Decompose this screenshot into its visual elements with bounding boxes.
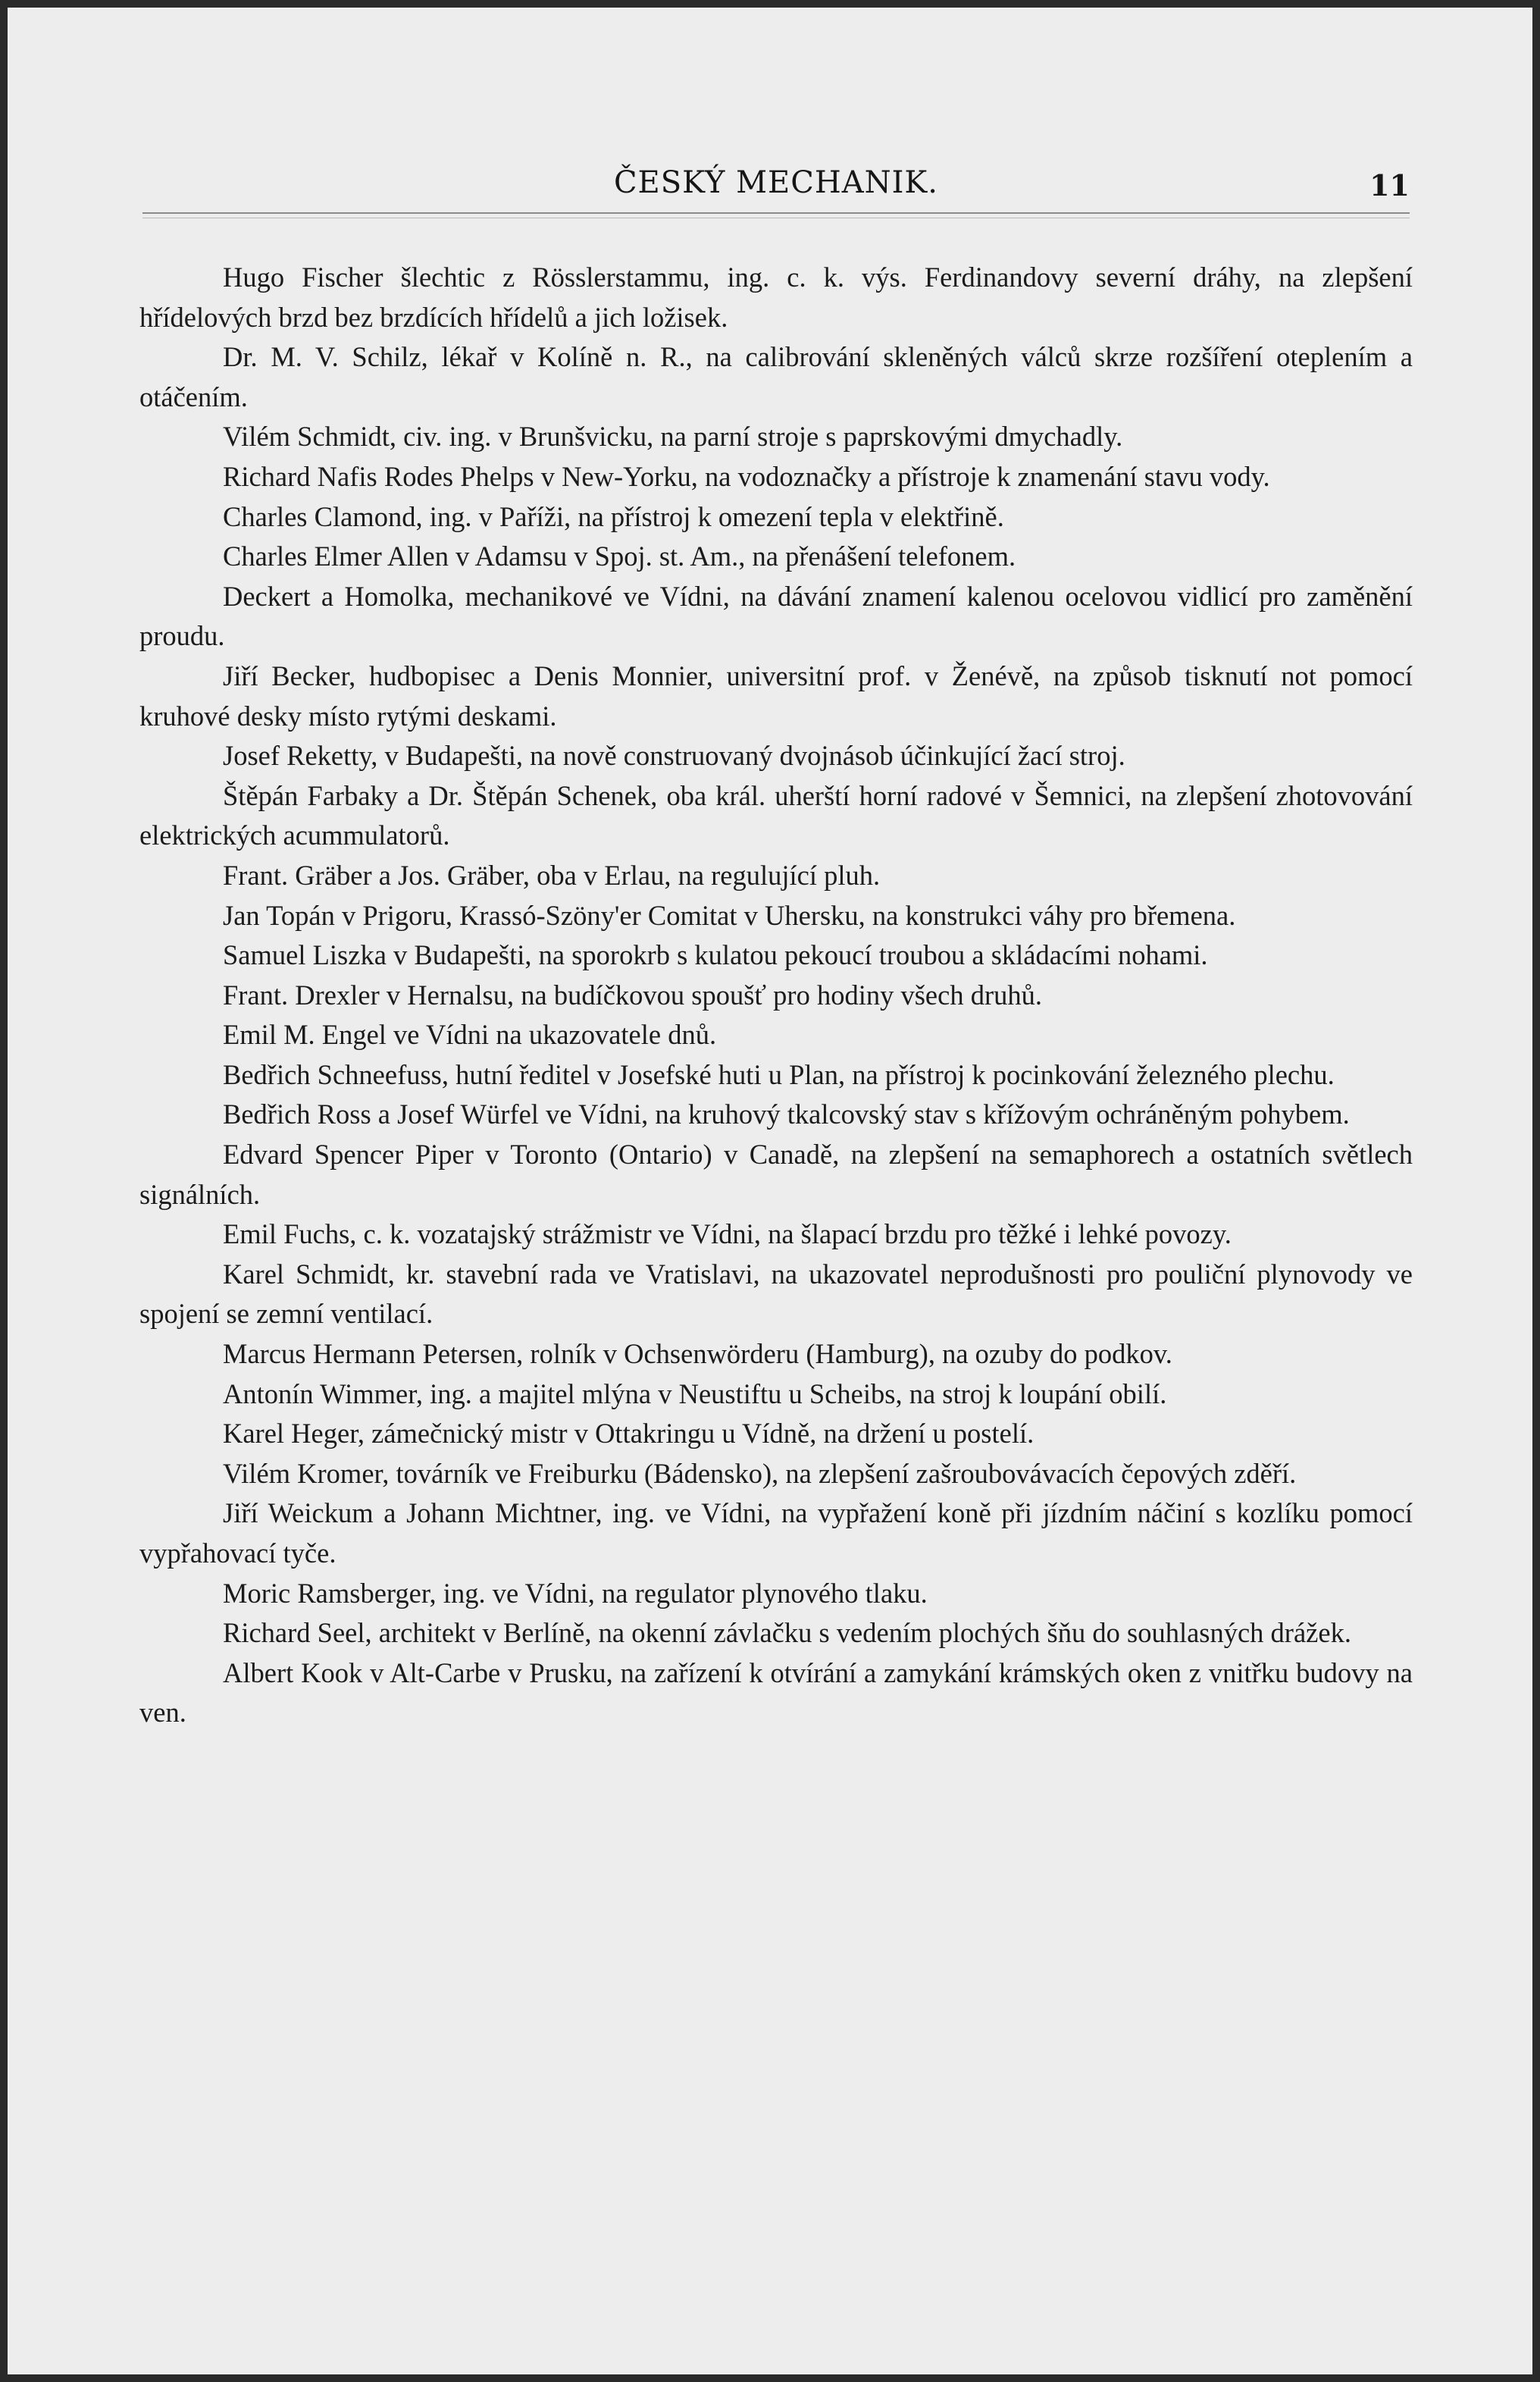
patent-entry: Karel Schmidt, kr. stavební rada ve Vratislavi, na ukazovatel neprodušnosti pro pouliční plynovody ve spojení se zemní ventilací.	[139, 1258, 1413, 1330]
patent-list	[139, 258, 1413, 1733]
page-header	[142, 165, 1410, 211]
patent-entry: Hugo Fischer šlechtic z Rösslerstammu, ing. c. k. výs. Ferdinandovy severní dráhy, na zlepšení hřídelových brzd bez brzdících hřídelů a jich ložisek.	[139, 262, 1413, 333]
running-title: ČESKÝ MECHANIK.	[613, 165, 939, 200]
patent-entry: Richard Seel, architekt v Berlíně, na okenní závlačku s vedením plochých šňu do souhlasných drážek.	[223, 1617, 1351, 1649]
patent-entry: Marcus Hermann Petersen, rolník v Ochsenwörderu (Hamburg), na ozuby do podkov.	[223, 1338, 1172, 1370]
patent-entry: Edvard Spencer Piper v Toronto (Ontario) v Canadě, na zlepšení na semaphorech a ostatních světlech signálních.	[139, 1139, 1413, 1210]
patent-entry: Samuel Liszka v Budapešti, na sporokrb s kulatou pekoucí troubou a skládacími nohami.	[223, 939, 1208, 971]
page	[8, 8, 1532, 2374]
patent-entry: Jan Topán v Prigoru, Krassó-Szöny'er Comitat v Uhersku, na konstrukci váhy pro břemena.	[223, 899, 1236, 931]
patent-entry: Frant. Drexler v Hernalsu, na budíčkovou spoušť pro hodiny všech druhů.	[223, 979, 1042, 1011]
patent-entry: Bedřich Ross a Josef Würfel ve Vídni, na kruhový tkalcovský stav s křížovým ochráněným pohybem.	[223, 1099, 1350, 1130]
patent-entry: Deckert a Homolka, mechanikové ve Vídni, na dávání znamení kalenou ocelovou vidlicí pro zaměnění proudu.	[139, 580, 1413, 652]
patent-entry: Richard Nafis Rodes Phelps v New-Yorku, na vodoznačky a přístroje k znamenání stavu vody.	[223, 460, 1270, 492]
patent-entry: Emil Fuchs, c. k. vozatajský strážmistr ve Vídni, na šlapací brzdu pro těžké i lehké povozy.	[223, 1218, 1232, 1250]
patent-entry: Josef Reketty, v Budapešti, na nově construovaný dvojnásob účinkující žací stroj.	[223, 740, 1125, 772]
patent-entry: Charles Elmer Allen v Adamsu v Spoj. st. Am., na přenášení telefonem.	[223, 541, 1016, 572]
patent-entry: Charles Clamond, ing. v Paříži, na přístroj k omezení tepla v elektřině.	[223, 500, 1004, 532]
patent-entry: Moric Ramsberger, ing. ve Vídni, na regulator plynového tlaku.	[223, 1577, 928, 1609]
patent-entry: Albert Kook v Alt-Carbe v Prusku, na zařízení k otvírání a zamykání krámských oken z vnitřku budovy na ven.	[139, 1656, 1413, 1729]
page-number: 11	[1369, 168, 1410, 202]
patent-entry: Dr. M. V. Schilz, lékař v Kolíně n. R., na calibrování skleněných válců skrze rozšíření oteplením a otáčením.	[139, 341, 1413, 412]
header-rule	[142, 212, 1410, 214]
patent-entry: Jiří Becker, hudbopisec a Denis Monnier, universitní prof. v Ženévě, na způsob tisknutí not pomocí kruhové desky místo rytými deskami.	[139, 660, 1413, 732]
patent-entry: Karel Heger, zámečnický mistr v Ottakringu u Vídně, na držení u postelí.	[223, 1418, 1034, 1450]
patent-entry: Bedřich Schneefuss, hutní ředitel v Josefské huti u Plan, na přístroj k pocinkování železného plechu.	[223, 1058, 1335, 1090]
patent-entry: Jiří Weickum a Johann Michtner, ing. ve Vídni, na vypřažení koně při jízdním náčiní s kozlíku pomocí vypřahovací tyče.	[139, 1497, 1413, 1569]
patent-entry: Štěpán Farbaky a Dr. Štěpán Schenek, oba král. uherští horní radové v Šemnici, na zlepšení zhotovování elektrických acummulatorů.	[139, 779, 1413, 851]
patent-entry: Vilém Kromer, továrník ve Freiburku (Bádensko), na zlepšení zašroubovávacích čepových zděří.	[223, 1457, 1297, 1489]
patent-entry: Antonín Wimmer, ing. a majitel mlýna v Neustiftu u Scheibs, na stroj k loupání obilí.	[223, 1377, 1167, 1409]
patent-entry: Vilém Schmidt, civ. ing. v Brunšvicku, na parní stroje s paprskovými dmychadly.	[223, 421, 1123, 453]
patent-entry: Frant. Gräber a Jos. Gräber, oba v Erlau, na regulující pluh.	[223, 859, 881, 891]
patent-entry: Emil M. Engel ve Vídni na ukazovatele dnů.	[223, 1019, 717, 1051]
